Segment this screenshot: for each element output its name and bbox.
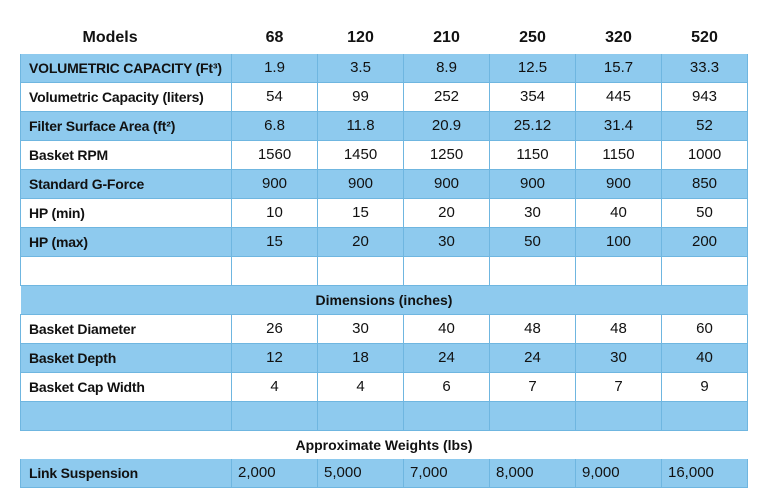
cell-value: 48 [490, 315, 576, 344]
cell-value: 30 [404, 228, 490, 257]
cell-value: 6 [404, 373, 490, 402]
cell-value: 850 [662, 170, 748, 199]
table-row [21, 344, 748, 373]
section-title-dimensions: Dimensions (inches) [21, 286, 748, 315]
cell-value: 50 [662, 199, 748, 228]
cell-value: 40 [404, 315, 490, 344]
section-row [21, 431, 748, 460]
cell-value: 99 [318, 83, 404, 112]
cell-value: 54 [232, 83, 318, 112]
cell-value: 1560 [232, 141, 318, 170]
cell-value: 900 [318, 170, 404, 199]
cell-value: 30 [490, 199, 576, 228]
cell-value: 5,000 [318, 459, 404, 488]
cell-value: 40 [662, 344, 748, 373]
table-row [21, 373, 748, 402]
model-header: 120 [347, 29, 374, 46]
spacer-row [21, 402, 748, 431]
table-row [21, 315, 748, 344]
cell-value: 1450 [318, 141, 404, 170]
cell-value: 11.8 [318, 112, 404, 141]
cell-value: 60 [662, 315, 748, 344]
cell-value: 40 [576, 199, 662, 228]
cell-value: 354 [490, 83, 576, 112]
cell-value: 15.7 [576, 54, 662, 83]
row-label: Volumetric Capacity (liters) [21, 83, 232, 112]
cell-value: 31.4 [576, 112, 662, 141]
cell-value: 50 [490, 228, 576, 257]
table-row [21, 112, 748, 141]
cell-value: 25.12 [490, 112, 576, 141]
table-row [21, 170, 748, 199]
cell-value: 24 [490, 344, 576, 373]
cell-value: 3.5 [318, 54, 404, 83]
row-label: Standard G-Force [21, 170, 232, 199]
cell-value: 1000 [662, 141, 748, 170]
spec-table [20, 22, 748, 488]
cell-value: 4 [318, 373, 404, 402]
cell-value: 30 [576, 344, 662, 373]
cell-value: 12.5 [490, 54, 576, 83]
table-row [21, 199, 748, 228]
cell-value: 1150 [576, 141, 662, 170]
row-label: VOLUMETRIC CAPACITY (Ft³) [21, 54, 232, 83]
cell-value: 26 [232, 315, 318, 344]
cell-value: 48 [576, 315, 662, 344]
row-label: Basket Depth [21, 344, 232, 373]
cell-value: 2,000 [232, 459, 318, 488]
cell-value: 9 [662, 373, 748, 402]
cell-value: 252 [404, 83, 490, 112]
table-row [21, 54, 748, 83]
model-header: 210 [433, 29, 460, 46]
cell-value: 900 [232, 170, 318, 199]
table-row [21, 228, 748, 257]
cell-value: 9,000 [576, 459, 662, 488]
row-label: Link Suspension [21, 459, 232, 488]
models-header: Models [82, 29, 138, 46]
cell-value: 18 [318, 344, 404, 373]
cell-value: 4 [232, 373, 318, 402]
cell-value: 20.9 [404, 112, 490, 141]
cell-value: 7 [490, 373, 576, 402]
cell-value: 7 [576, 373, 662, 402]
cell-value: 900 [490, 170, 576, 199]
model-header: 320 [605, 29, 632, 46]
cell-value: 30 [318, 315, 404, 344]
row-label: Filter Surface Area (ft²) [21, 112, 232, 141]
table-row [21, 83, 748, 112]
cell-value: 33.3 [662, 54, 748, 83]
table-row [21, 459, 748, 488]
cell-value: 20 [318, 228, 404, 257]
cell-value: 900 [576, 170, 662, 199]
cell-value: 900 [404, 170, 490, 199]
section-title-weights: Approximate Weights (lbs) [21, 431, 748, 460]
cell-value: 445 [576, 83, 662, 112]
cell-value: 20 [404, 199, 490, 228]
cell-value: 200 [662, 228, 748, 257]
row-label: HP (min) [21, 199, 232, 228]
model-header: 250 [519, 29, 546, 46]
cell-value: 7,000 [404, 459, 490, 488]
row-label: HP (max) [21, 228, 232, 257]
row-label: Basket RPM [21, 141, 232, 170]
row-label: Basket Diameter [21, 315, 232, 344]
cell-value: 1250 [404, 141, 490, 170]
cell-value: 8,000 [490, 459, 576, 488]
cell-value: 6.8 [232, 112, 318, 141]
cell-value: 943 [662, 83, 748, 112]
cell-value: 1150 [490, 141, 576, 170]
cell-value: 8.9 [404, 54, 490, 83]
table-row [21, 141, 748, 170]
cell-value: 16,000 [662, 459, 748, 488]
cell-value: 10 [232, 199, 318, 228]
model-header: 520 [691, 29, 718, 46]
cell-value: 12 [232, 344, 318, 373]
cell-value: 24 [404, 344, 490, 373]
header-row [21, 22, 748, 54]
cell-value: 100 [576, 228, 662, 257]
section-row [21, 286, 748, 315]
cell-value: 15 [318, 199, 404, 228]
row-label: Basket Cap Width [21, 373, 232, 402]
cell-value: 15 [232, 228, 318, 257]
model-header: 68 [265, 29, 284, 46]
cell-value: 1.9 [232, 54, 318, 83]
spacer-row [21, 257, 748, 286]
cell-value: 52 [662, 112, 748, 141]
